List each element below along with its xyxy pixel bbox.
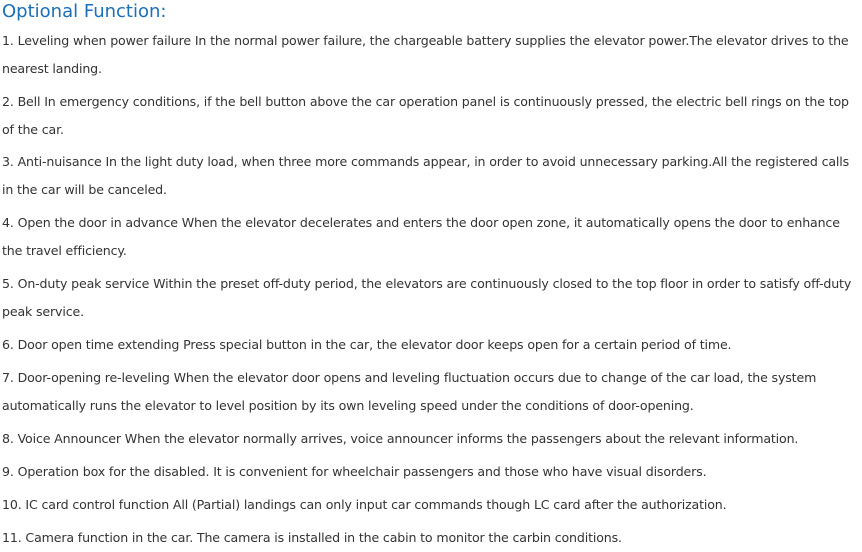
function-item-door-opening-releveling: 7. Door-opening re-leveling When the elevator door opens and leveling fluctuation occurs due to change of the car load, the system automatically runs the elevator to level position by its own leveling speed under the conditions of door-opening. [2,370,817,413]
function-item-disabled-operation-box: 9. Operation box for the disabled. It is convenient for wheelchair passengers and those who have visual disorders. [2,464,707,479]
page-heading: Optional Function: [2,1,167,22]
function-item-leveling-power-failure: 1. Leveling when power failure In the normal power failure, the chargeable battery supplies the elevator power.The elevator drives to the nearest landing. [2,33,849,76]
function-item-peak-service: 5. On-duty peak service Within the preset off-duty period, the elevators are continuously closed to the top floor in order to satisfy off-duty peak service. [2,276,852,319]
function-item-voice-announcer: 8. Voice Announcer When the elevator normally arrives, voice announcer informs the passengers about the relevant information. [2,431,799,446]
function-item-anti-nuisance: 3. Anti-nuisance In the light duty load, when three more commands appear, in order to avoid unnecessary parking.All the registered calls in the car will be canceled. [2,154,850,197]
function-item-ic-card-control: 10. IC card control function All (Partial) landings can only input car commands though LC card after the authorization. [2,497,727,512]
function-item-door-open-extending: 6. Door open time extending Press special button in the car, the elevator door keeps open for a certain period of time. [2,337,732,352]
function-item-bell: 2. Bell In emergency conditions, if the bell button above the car operation panel is continuously pressed, the electric bell rings on the top of the car. [2,94,849,137]
function-item-advance-door-open: 4. Open the door in advance When the elevator decelerates and enters the door open zone, it automatically opens the door to enhance the travel efficiency. [2,215,840,258]
function-item-camera: 11. Camera function in the car. The camera is installed in the cabin to monitor the carbin conditions. [2,530,622,545]
